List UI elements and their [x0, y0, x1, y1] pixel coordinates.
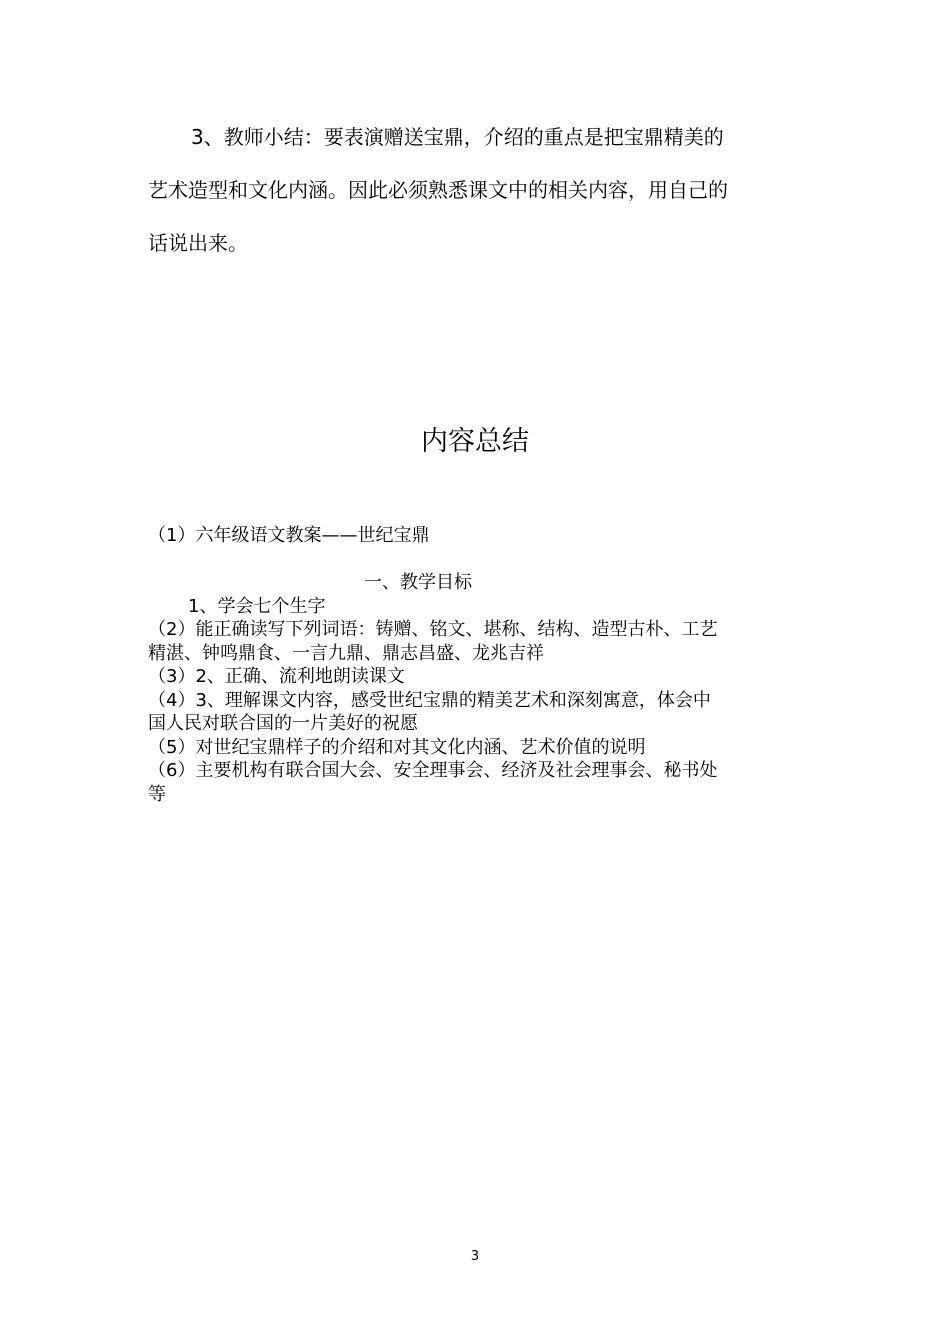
list-item: （2）能正确读写下列词语：铸赠、铭文、堪称、结构、造型古朴、工艺 — [148, 619, 718, 640]
teacher-summary-line: 艺术造型和文化内涵。因此必须熟悉课文中的相关内容，用自己的 — [148, 178, 728, 202]
list-item: （4）3、理解课文内容，感受世纪宝鼎的精美艺术和深刻寓意，体会中 — [148, 689, 711, 711]
list-item: （3）2、正确、流利地朗读课文 — [148, 666, 405, 687]
list-item: 等 — [148, 783, 166, 805]
list-item: （5）对世纪宝鼎样子的介绍和对其文化内涵、艺术价值的说明 — [148, 736, 646, 758]
section-heading-teaching-goals: 一、教学目标 — [364, 572, 472, 593]
teacher-summary-line: 话说出来。 — [148, 231, 248, 255]
teacher-summary-paragraph — [148, 111, 808, 270]
list-item: 精湛、钟鸣鼎食、一言九鼎、鼎志昌盛、龙兆吉祥 — [148, 642, 544, 664]
page-number: 3 — [470, 1249, 480, 1264]
list-item: （6）主要机构有联合国大会、安全理事会、经济及社会理事会、秘书处 — [148, 760, 718, 781]
list-item: 国人民对联合国的一片美好的祝愿 — [148, 713, 418, 734]
content-summary-title: 内容总结 — [421, 426, 529, 457]
list-item: 1、学会七个生字 — [188, 595, 326, 617]
teacher-summary-line: 3、教师小结：要表演赠送宝鼎，介绍的重点是把宝鼎精美的 — [191, 125, 724, 149]
content-summary-body — [148, 571, 808, 806]
content-summary-source: （1）六年级语文教案——世纪宝鼎 — [148, 525, 430, 546]
